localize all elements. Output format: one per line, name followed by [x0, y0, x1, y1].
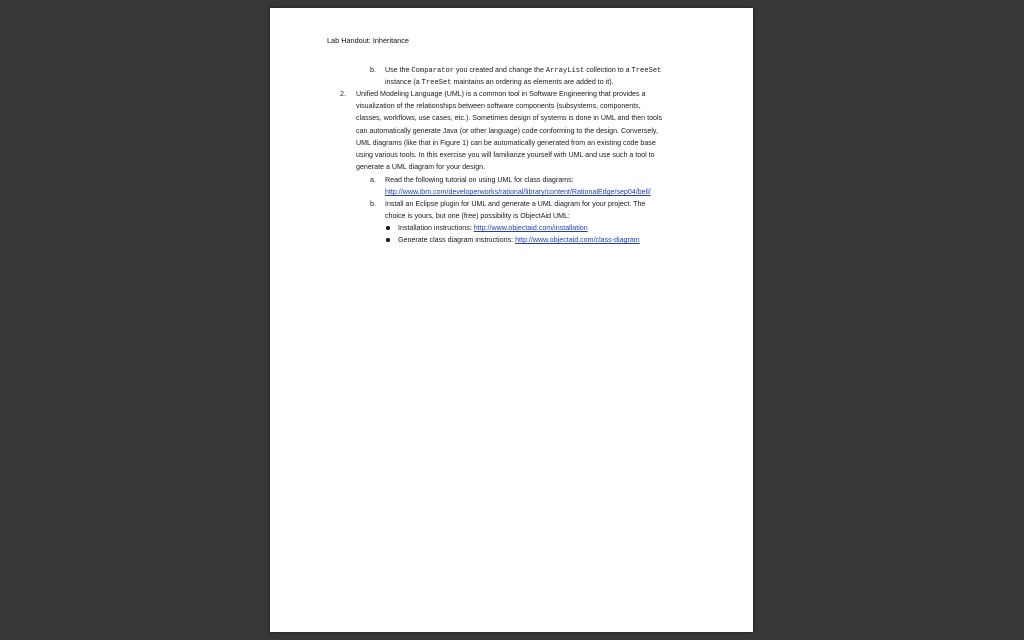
code-treeset: TreeSet: [421, 79, 452, 87]
bullet-icon: [385, 234, 391, 240]
paragraph-line: Read the following tutorial on using UML for class diagrams:: [385, 176, 574, 184]
paragraph-line: can automatically generate Java (or other language) code conforming to the design. Conversely,: [356, 126, 658, 135]
list-marker: b.: [370, 200, 376, 208]
list-marker: a.: [370, 176, 376, 184]
installation-link[interactable]: http://www.objectaid.com/installation: [473, 224, 588, 232]
text-segment: Use the: [385, 66, 412, 74]
paragraph-line: visualization of the relationships between software components (subsystems, components,: [356, 102, 641, 111]
text-segment: collection to a: [584, 66, 632, 74]
document-page: [270, 8, 753, 632]
paragraph-line: choice is yours, but one (free) possibility is ObjectAid UML:: [385, 212, 570, 221]
bullet-icon: [385, 222, 391, 228]
list-marker: 2.: [340, 90, 346, 98]
code-comparator: Comparator: [411, 67, 454, 75]
list-marker: b.: [370, 66, 376, 74]
code-treeset: TreeSet: [631, 67, 662, 75]
bullet-label: Generate class diagram instructions:: [398, 236, 516, 244]
text-segment: maintains an ordering as elements are added to it).: [451, 78, 614, 86]
page-header: Lab Handout: Inheritance: [327, 36, 409, 45]
paragraph-line: generate a UML diagram for your design.: [356, 163, 486, 172]
code-arraylist: ArrayList: [545, 67, 585, 75]
paragraph-line: UML diagrams (like that in Figure 1) can be automatically generated from an existing code base: [356, 138, 656, 147]
class-diagram-link[interactable]: http://www.objectaid.com/class-diagram: [515, 236, 640, 244]
paragraph-line: Install an Eclipse plugin for UML and generate a UML diagram for your project. The: [385, 200, 646, 208]
text-segment: you created and change the: [454, 66, 546, 74]
paragraph-line: classes, workflows, use cases, etc.). Sometimes design of systems is done in UML and then tools: [356, 114, 663, 123]
paragraph-line: using various tools. In this exercise you will familiarize yourself with UML and use such a tool to: [356, 151, 655, 160]
bullet-label: Installation instructions:: [398, 224, 474, 232]
ibm-tutorial-link[interactable]: http://www.ibm.com/developerworks/rational/library/content/RationalEdge/sep04/bell/: [385, 188, 651, 197]
text-segment: instance (a: [385, 78, 422, 86]
paragraph-line: Unified Modeling Language (UML) is a common tool in Software Engineering that provides a: [356, 90, 646, 98]
